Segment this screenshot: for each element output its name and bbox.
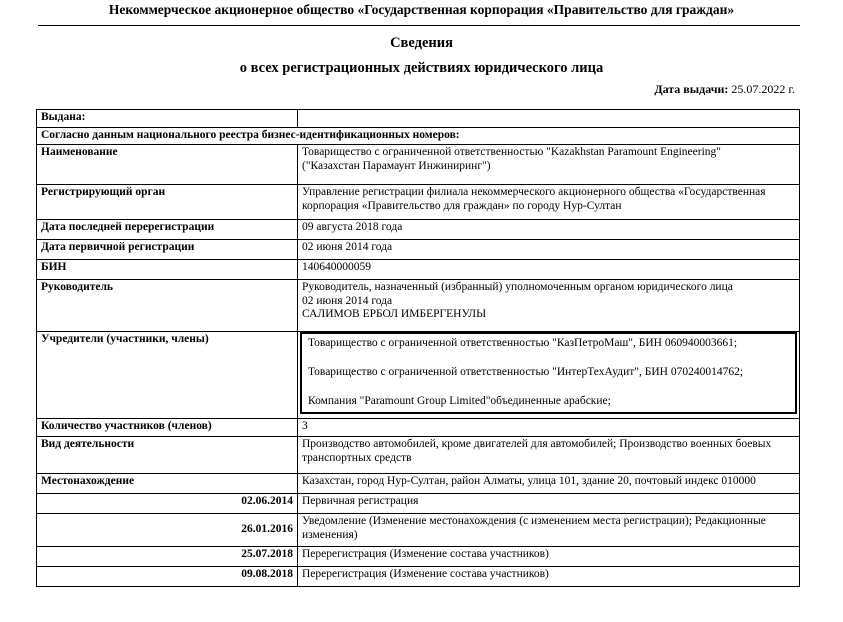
issue-date-value: 25.07.2022 г. — [731, 82, 795, 96]
history-row — [37, 514, 800, 547]
activity-row — [37, 437, 800, 474]
name-label: Наименование — [37, 145, 298, 185]
document-subtitle: о всех регистрационных действиях юридического лица — [239, 60, 604, 76]
history-date: 02.06.2014 — [37, 494, 298, 514]
bin-label: БИН — [37, 260, 298, 280]
head-value — [298, 280, 800, 332]
activity-label: Вид деятельности — [37, 437, 298, 474]
primary-registration-label: Дата первичной регистрации — [37, 240, 298, 260]
history-row — [37, 567, 800, 587]
activity-line-2: транспортных средств — [302, 451, 412, 464]
history-action — [298, 547, 800, 567]
participants-count-value: 3 — [298, 419, 800, 437]
location-value: Казахстан, город Нур-Султан, район Алматы, улица 101, здание 20, почтовый индекс 010000 — [298, 474, 800, 494]
history-action-line-1: Перерегистрация (Изменение состава участников) — [302, 568, 549, 580]
history-date: 25.07.2018 — [37, 547, 298, 567]
head-row — [37, 280, 800, 332]
registering-body-row — [37, 185, 800, 220]
history-action — [298, 567, 800, 587]
founders-label: Учредители (участники, члены) — [37, 332, 298, 419]
participants-count-row — [37, 419, 800, 437]
location-label: Местонахождение — [37, 474, 298, 494]
participants-count-label: Количество участников (членов) — [37, 419, 298, 437]
primary-registration-value: 02 июня 2014 года — [298, 240, 800, 260]
registry-note: Согласно данным национального реестра бизнес-идентификационных номеров: — [37, 127, 800, 145]
history-date: 09.08.2018 — [37, 567, 298, 587]
founder-item: Компания "Paramount Group Limited"объединенные арабские; — [308, 395, 611, 407]
organization-header: Некоммерческое акционерное общество «Государственная корпорация «Правительство для граждан» — [108, 2, 735, 17]
history-action — [298, 514, 800, 547]
header-divider — [38, 25, 800, 26]
name-line-1: Товарищество с ограниченной ответственностью "Kazakhstan Paramount Engineering" — [302, 146, 721, 158]
registering-body-label: Регистрирующий орган — [37, 185, 298, 220]
document-title: Сведения — [390, 35, 453, 51]
head-line-1: Руководитель, назначенный (избранный) уполномоченным органом юридического лица — [302, 281, 733, 293]
activity-line-1: Производство автомобилей, кроме двигателей для автомобилей; Производство военных боевых — [302, 438, 772, 450]
name-line-2: ("Казахстан Парамаунт Инжиниринг") — [302, 159, 491, 172]
registering-body-value — [298, 185, 800, 220]
founder-item: Товарищество с ограниченной ответственностью "ИнтерТехАудит", БИН 070240014762; — [308, 366, 744, 378]
history-action-line-2: изменения) — [302, 528, 358, 541]
registering-body-line-1: Управление регистрации филиала некоммерческого акционерного общества «Государственная — [302, 186, 766, 198]
registering-body-line-2: корпорация «Правительство для граждан» по городу Нур-Султан — [302, 199, 622, 212]
name-value — [298, 145, 800, 185]
founders-row — [37, 332, 800, 419]
issue-date-label: Дата выдачи: — [654, 82, 729, 96]
head-label: Руководитель — [37, 280, 298, 332]
activity-value — [298, 437, 800, 474]
history-action-line-1: Перерегистрация (Изменение состава участников) — [302, 548, 549, 560]
location-row — [37, 474, 800, 494]
primary-registration-row — [37, 240, 800, 260]
issued-to-value — [298, 110, 800, 128]
founders-list — [300, 332, 797, 414]
issued-to-label: Выдана: — [37, 110, 298, 128]
history-date: 26.01.2016 — [37, 514, 298, 547]
history-row — [37, 547, 800, 567]
history-action — [298, 494, 800, 514]
founder-item: Товарищество с ограниченной ответственностью "КазПетроМаш", БИН 060940003661; — [308, 337, 738, 349]
last-reregistration-value: 09 августа 2018 года — [298, 220, 800, 240]
registration-table — [36, 109, 800, 587]
history-action-line-1: Уведомление (Изменение местонахождения (с изменением места регистрации); Редакционные — [302, 515, 766, 527]
last-reregistration-row — [37, 220, 800, 240]
registry-note-row — [37, 127, 800, 145]
name-row — [37, 145, 800, 185]
last-reregistration-label: Дата последней перерегистрации — [37, 220, 298, 240]
founders-value — [298, 332, 800, 419]
issue-date — [654, 82, 795, 97]
history-action-line-1: Первичная регистрация — [302, 495, 419, 507]
issued-to-row — [37, 110, 800, 128]
history-row — [37, 494, 800, 514]
head-line-2: 02 июня 2014 года — [302, 294, 393, 307]
head-line-3: САЛИМОВ ЕРБОЛ ИМБЕРГЕНУЛЫ — [302, 308, 487, 320]
bin-row — [37, 260, 800, 280]
bin-value: 140640000059 — [298, 260, 800, 280]
